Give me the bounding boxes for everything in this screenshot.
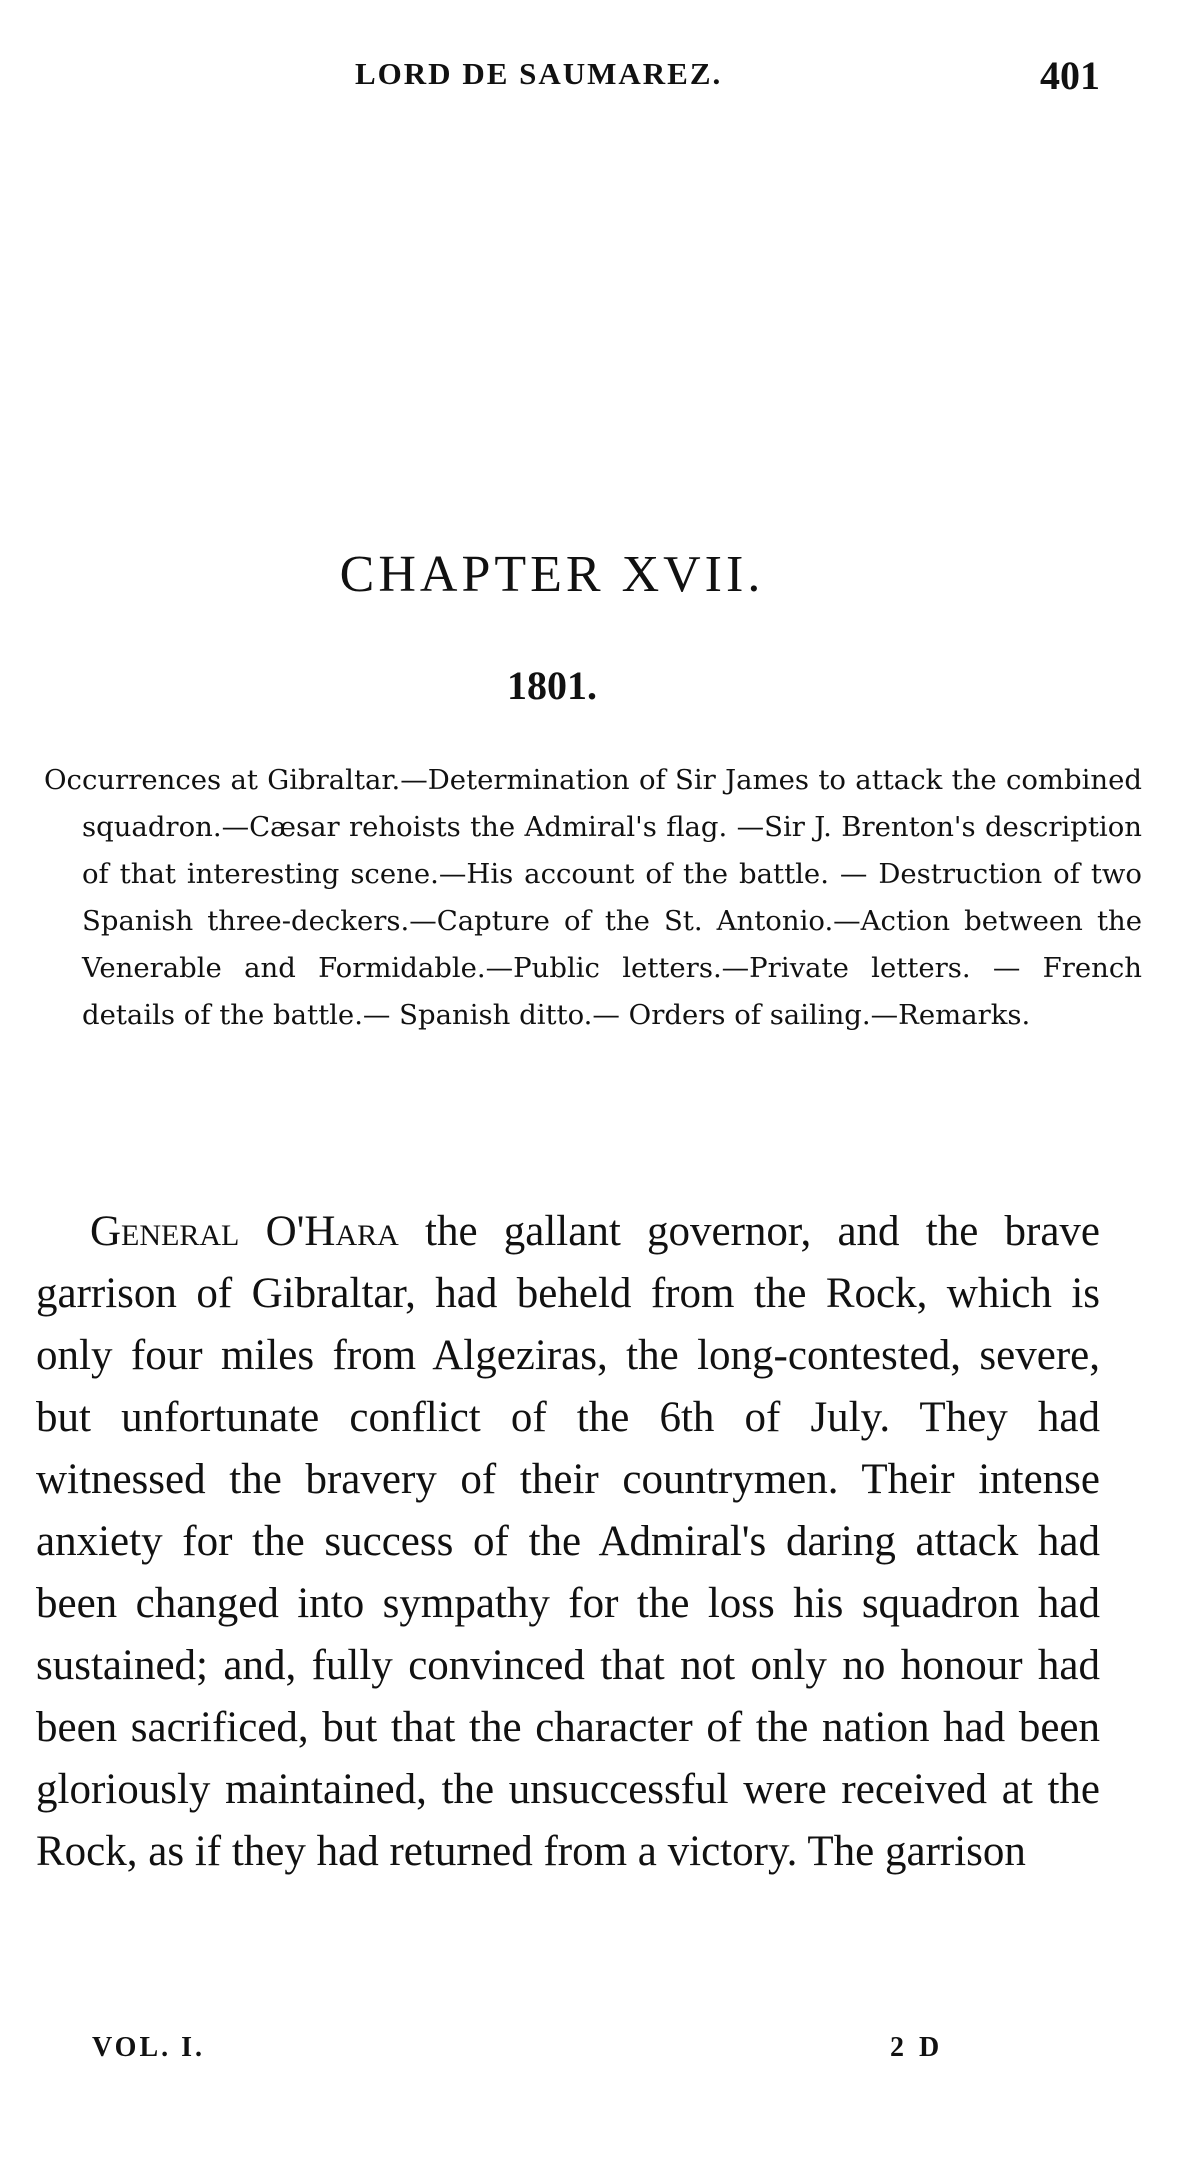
- running-title: LORD DE SAUMAREZ.: [355, 56, 723, 91]
- volume-mark: VOL. I.: [92, 2032, 206, 2063]
- signature-mark: 2 D: [890, 2032, 944, 2063]
- paragraph-text: the gallant governor, and the brave garrison of Gibraltar, had beheld from the Rock, which is only four miles from Algeziras, the long-contested, severe, but unfortunate conflict of the 6th of July. They had witnessed the bravery of their countrymen. Their intense anxiety for the success of the Admiral's daring attack had been changed into sympathy for the loss his squadron had sustained; and, fully convinced that not only no honour had been sacrificed, but that the character of the nation had been gloriously maintained, the unsuccessful were received at the Rock, as if they had returned from a victory. The garrison: [36, 1208, 1100, 1875]
- page-footer: [0, 2032, 1204, 2072]
- running-head: [0, 52, 1204, 102]
- page-number: 401: [1040, 53, 1100, 98]
- body-paragraph: [36, 1201, 1100, 1883]
- chapter-year: 1801.: [507, 663, 597, 708]
- chapter-summary: Occurrences at Gibraltar.—Determination of Sir James to attack the combined squadron.—Cæsar rehoists the Admiral's flag. —Sir J. Brenton's description of that interesting scene.—His account of the battle. — Destruction of two Spanish three-deckers.—Capture of the St. Antonio.—Action between the Venerable and Formidable.—Public letters.—Private letters. — French details of the battle.— Spanish ditto.— Orders of sailing.—Remarks.: [44, 764, 1142, 1031]
- lead-in: General O'Hara: [90, 1208, 399, 1255]
- chapter-title: CHAPTER XVII.: [339, 546, 765, 603]
